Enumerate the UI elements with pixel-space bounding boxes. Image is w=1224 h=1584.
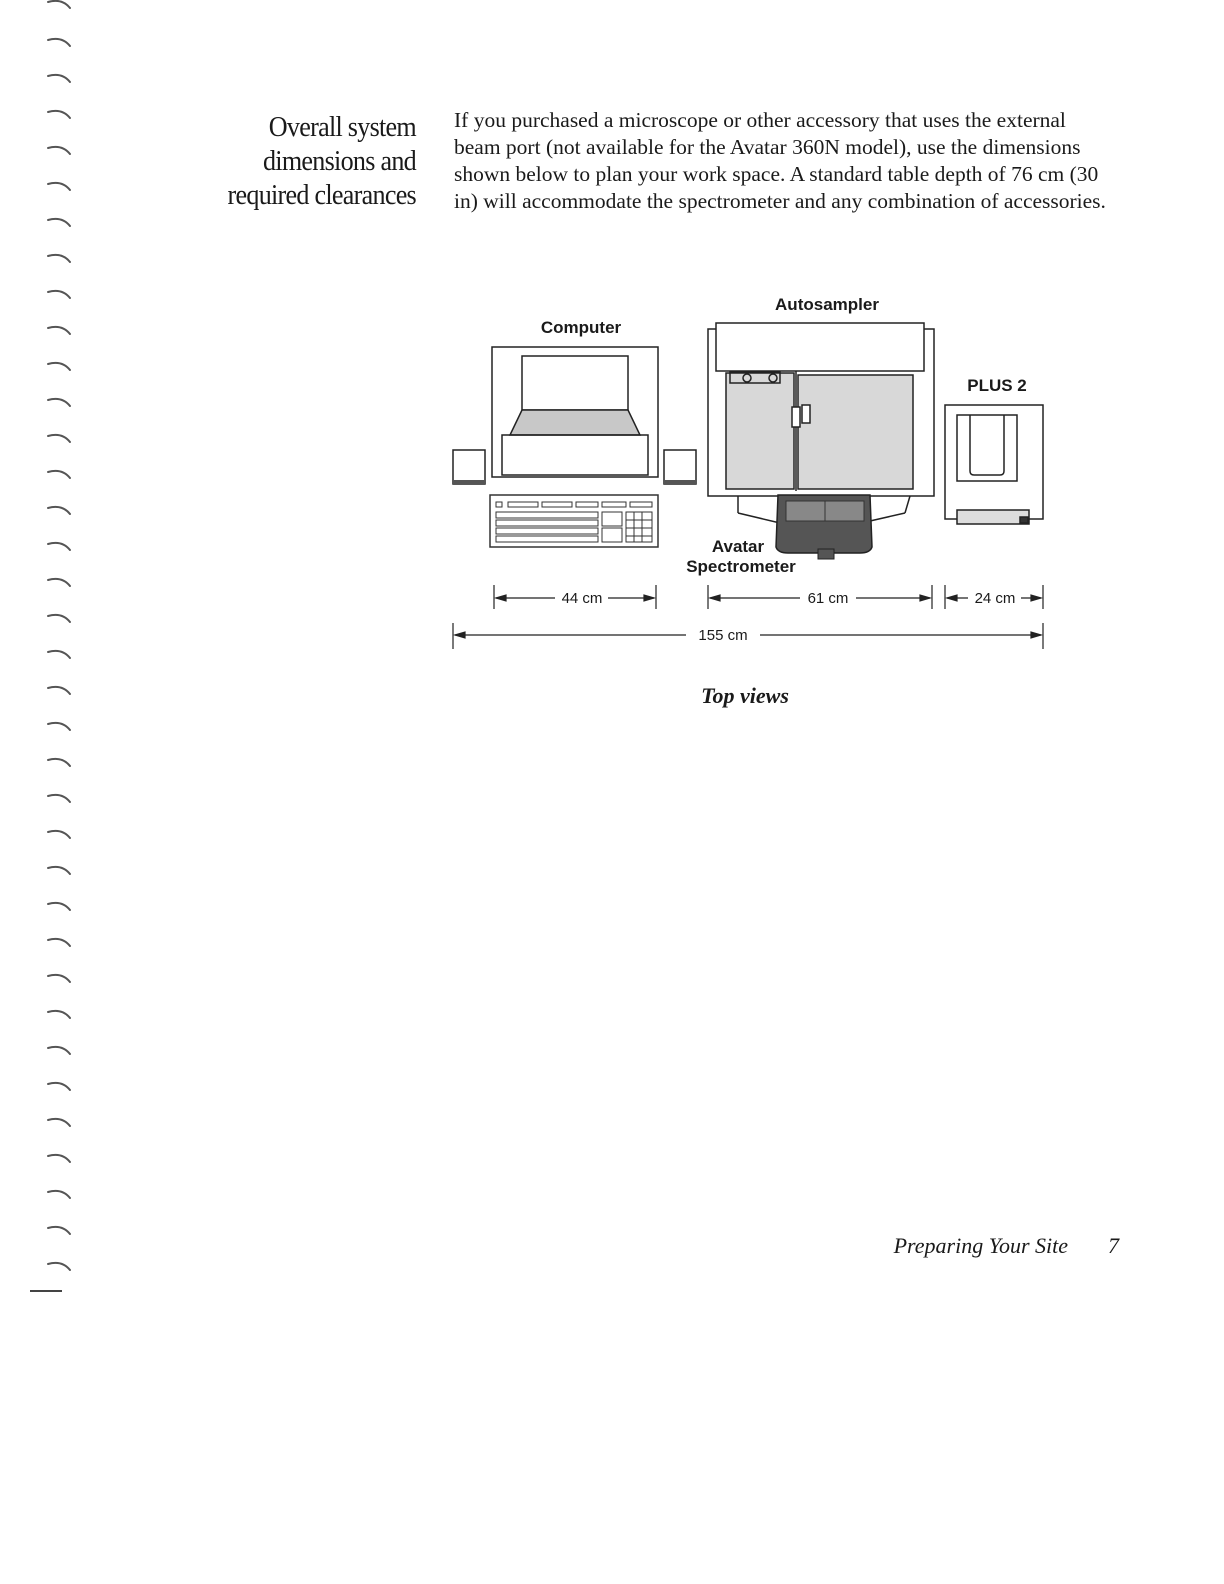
plus2-illustration	[945, 405, 1043, 524]
keyboard-illustration	[490, 495, 658, 547]
plus2-label: PLUS 2	[967, 376, 1027, 395]
plus2-width-dimension: 24 cm	[974, 590, 1016, 607]
spiral-binding	[0, 0, 90, 1300]
computer-monitor-illustration	[492, 347, 658, 477]
avatar-label: Avatar	[711, 537, 765, 556]
page-number: 7	[1108, 1233, 1119, 1258]
section-heading-line-3: required clearances	[227, 179, 416, 211]
spectrometer-label: Spectrometer	[686, 557, 796, 576]
speaker-left-illustration	[453, 450, 485, 484]
autosampler-width-dimension: 61 cm	[807, 590, 849, 607]
autosampler-label: Autosampler	[775, 295, 879, 314]
computer-width-dimension: 44 cm	[561, 590, 603, 607]
section-heading	[177, 110, 416, 212]
autosampler-illustration	[708, 323, 934, 523]
intro-paragraph: If you purchased a microscope or other accessory that uses the external beam port (not available for the Avatar 360N model), use the dimensions shown below to plan your work space. A standard table depth of 76 cm (30 in) will accommodate the spectrometer and any combination of accessories.	[454, 108, 1106, 213]
footer-chapter-title: Preparing Your Site	[893, 1233, 1068, 1258]
avatar-spectrometer-illustration	[776, 495, 872, 559]
speaker-right-illustration	[664, 450, 696, 484]
top-views-figure	[440, 285, 1080, 665]
total-width-dimension: 155 cm	[698, 627, 748, 644]
section-heading-line-2: dimensions and	[262, 145, 416, 177]
computer-label: Computer	[540, 318, 622, 337]
figure-caption: Top views	[701, 683, 789, 708]
section-heading-line-1: Overall system	[268, 111, 416, 143]
